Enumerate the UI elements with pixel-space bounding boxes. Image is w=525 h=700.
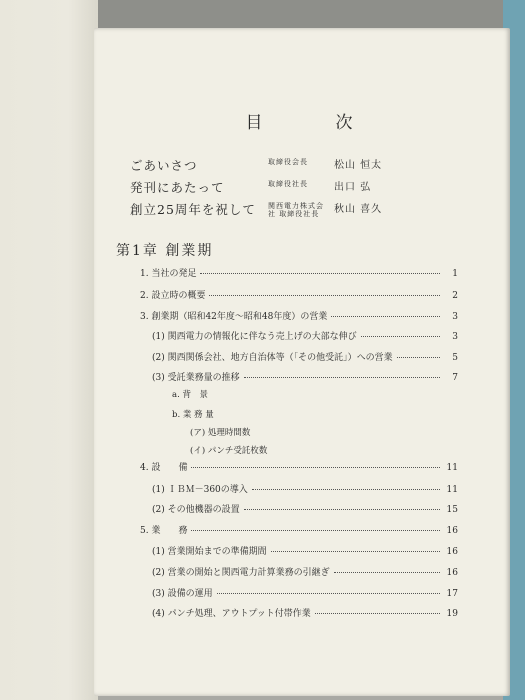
toc-entry-page: 19 (446, 609, 458, 619)
toc-entry-label: (2) その他機器の設置 (152, 505, 240, 515)
toc-entry-label: (2) 関西関係会社、地方自治体等（「その他受託」）への営業 (152, 353, 393, 363)
greeting-name: 出口 弘 (334, 182, 372, 193)
greeting-title: ごあいさつ (130, 158, 198, 173)
dot-leader (191, 467, 440, 468)
dot-leader (361, 336, 440, 337)
toc-entry-page: 11 (446, 463, 458, 473)
toc-entry (152, 329, 458, 342)
toc-entry-label: (3) 受託業務量の推移 (152, 373, 240, 383)
toc-entry (152, 586, 458, 599)
toc-entry-page: 7 (452, 373, 458, 383)
left-page (0, 0, 98, 700)
toc-entry (152, 482, 458, 495)
toc-entry-label: 5. 業 務 (140, 526, 188, 536)
greeting-title: 創立25周年を祝して (130, 202, 256, 217)
toc-entry-page: 2 (452, 291, 458, 301)
dot-leader (200, 273, 440, 274)
dot-leader (252, 489, 440, 490)
toc-entry (152, 544, 458, 557)
greeting-name: 秋山 喜久 (334, 204, 383, 215)
toc-subentry: a. 背 景 (172, 390, 208, 400)
chapter-heading: 第1章 創業期 (116, 243, 214, 259)
toc-entry-page: 3 (452, 332, 458, 342)
toc-entry-label: 3. 創業期（昭和42年度～昭和48年度）の営業 (140, 312, 328, 322)
toc-entry (140, 266, 458, 279)
dot-leader (315, 613, 440, 614)
toc-entry-page: 1 (452, 269, 458, 279)
toc-subentry: (イ) パンチ受託枚数 (190, 446, 268, 456)
toc-entry-label: 4. 設 備 (140, 463, 188, 473)
dot-leader (271, 551, 440, 552)
toc-entry-page: 16 (446, 568, 458, 578)
toc-entry-label: (1) 営業開始までの準備期間 (152, 547, 267, 557)
toc-subentry: (ア) 処理時間数 (190, 428, 251, 438)
toc-entry (152, 350, 458, 363)
dot-leader (244, 377, 440, 378)
toc-entry-page: 15 (446, 505, 458, 515)
toc-entry-page: 16 (446, 526, 458, 536)
toc-entry-label: (1) 関西電力の情報化に伴なう売上げの大部な伸び (152, 332, 357, 342)
toc-entry (152, 565, 458, 578)
toc-entry-page: 16 (446, 547, 458, 557)
greeting-role: 関西電力株式会社 取締役社長 (268, 202, 324, 218)
toc-page (94, 28, 510, 696)
page-title: 目 次 (245, 113, 381, 133)
dot-leader (244, 509, 440, 510)
greeting-title: 発刊にあたって (130, 180, 225, 195)
dot-leader (209, 295, 440, 296)
toc-entry (152, 606, 458, 619)
toc-entry-page: 17 (446, 589, 458, 599)
dot-leader (217, 593, 440, 594)
toc-entry (140, 460, 458, 473)
dot-leader (334, 572, 440, 573)
toc-entry (140, 523, 458, 536)
greeting-name: 松山 恒太 (334, 160, 383, 171)
toc-entry-page: 11 (446, 485, 458, 495)
greeting-role: 取締役会長 (268, 158, 308, 166)
toc-entry-label: 1. 当社の発足 (140, 269, 197, 279)
toc-entry-label: (3) 設備の運用 (152, 589, 213, 599)
toc-entry (152, 370, 458, 383)
dot-leader (191, 530, 440, 531)
toc-entry (152, 502, 458, 515)
toc-entry (140, 309, 458, 322)
toc-entry-label: 2. 設立時の概要 (140, 291, 206, 301)
toc-entry-label: (2) 営業の開始と関西電力計算業務の引継ぎ (152, 568, 330, 578)
toc-entry-label: (4) パンチ処理、アウトプット付帯作業 (152, 609, 311, 619)
toc-entry-page: 5 (452, 353, 458, 363)
toc-entry-page: 3 (452, 312, 458, 322)
toc-entry-label: (1) ＩＢＭ－360の導入 (152, 485, 248, 495)
toc-subentry: b. 業 務 量 (172, 410, 214, 420)
dot-leader (397, 357, 440, 358)
greeting-role: 取締役社長 (268, 180, 308, 188)
toc-entry (140, 288, 458, 301)
dot-leader (331, 316, 440, 317)
